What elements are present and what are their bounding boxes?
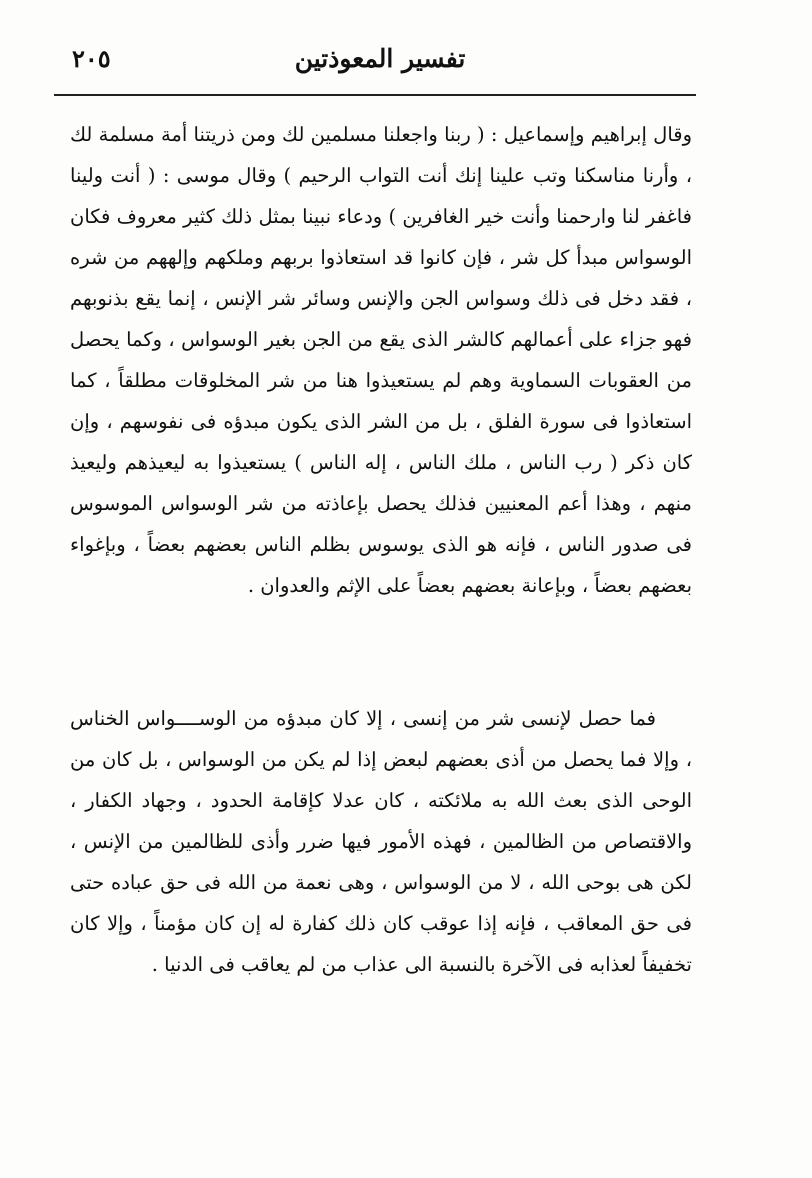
page-number: ٢٠٥ <box>72 44 111 73</box>
paragraph-2: فما حصل لإنسى شر من إنسى ، إلا كان مبدؤه من الوســــواس الخناس ، وإلا فما يحصل من أذى بعضهم لبعض إذا لم يكن من الوسواس ، بل كان من الوحى الذى بعث الله به ملائكته ، كان عدلا كإقامة الحدود ، وجهاد الكفار ، والاقتصاص من الظالمين ، فهذه الأمور فيها ضرر وأذى للظالمين من الإنس ، لكن هى بوحى الله ، لا من الوسواس ، وهى نعمة من الله فى حق عباده حتى فى حق المعاقب ، فإنه إذا عوقب كان ذلك كفارة له إن كان مؤمناً ، وإلا كان تخفيفاً لعذابه فى الآخرة بالنسبة الى عذاب من لم يعاقب فى الدنيا . <box>70 707 692 976</box>
running-title: تفسير المعوذتين <box>294 44 466 73</box>
header-divider <box>54 94 696 96</box>
page-header <box>60 40 700 80</box>
paragraph-1: وقال إبراهيم وإسماعيل : ( ربنا واجعلنا مسلمين لك ومن ذريتنا أمة مسلمة لك ، وأرنا مناسكنا وتب علينا إنك أنت التواب الرحيم ) وقال موسى : ( أنت ولينا فاغفر لنا وارحمنا وأنت خير الغافرين ) ودعاء نبينا بمثل ذلك كثير معروف فكان الوسواس مبدأ كل شر ، فإن كانوا قد استعاذوا بربهم وملكهم وإلههم من شره ، فقد دخل فى ذلك وسواس الجن والإنس وسائر شر الإنس ، إنما يقع بذنوبهم فهو جزاء على أعمالهم كالشر الذى يقع من الجن بغير الوسواس ، وكما يحصل من العقوبات السماوية وهم لم يستعيذوا هنا من شر المخلوقات مطلقاً ، كما استعاذوا فى سورة الفلق ، بل من الشر الذى يكون مبدؤه فى نفوسهم ، وإن كان ذكر ( رب الناس ، ملك الناس ، إله الناس ) يستعيذوا به ليعيذهم وليعيذ منهم ، وهذا أعم المعنيين فذلك يحصل بإعاذته من شر الوسواس الموسوس فى صدور الناس ، فإنه هو الذى يوسوس بظلم الناس بعضهم بعضاً ، وبإغواء بعضهم بعضاً ، وبإعانة بعضهم بعضاً على الإثم والعدوان . <box>70 123 692 597</box>
